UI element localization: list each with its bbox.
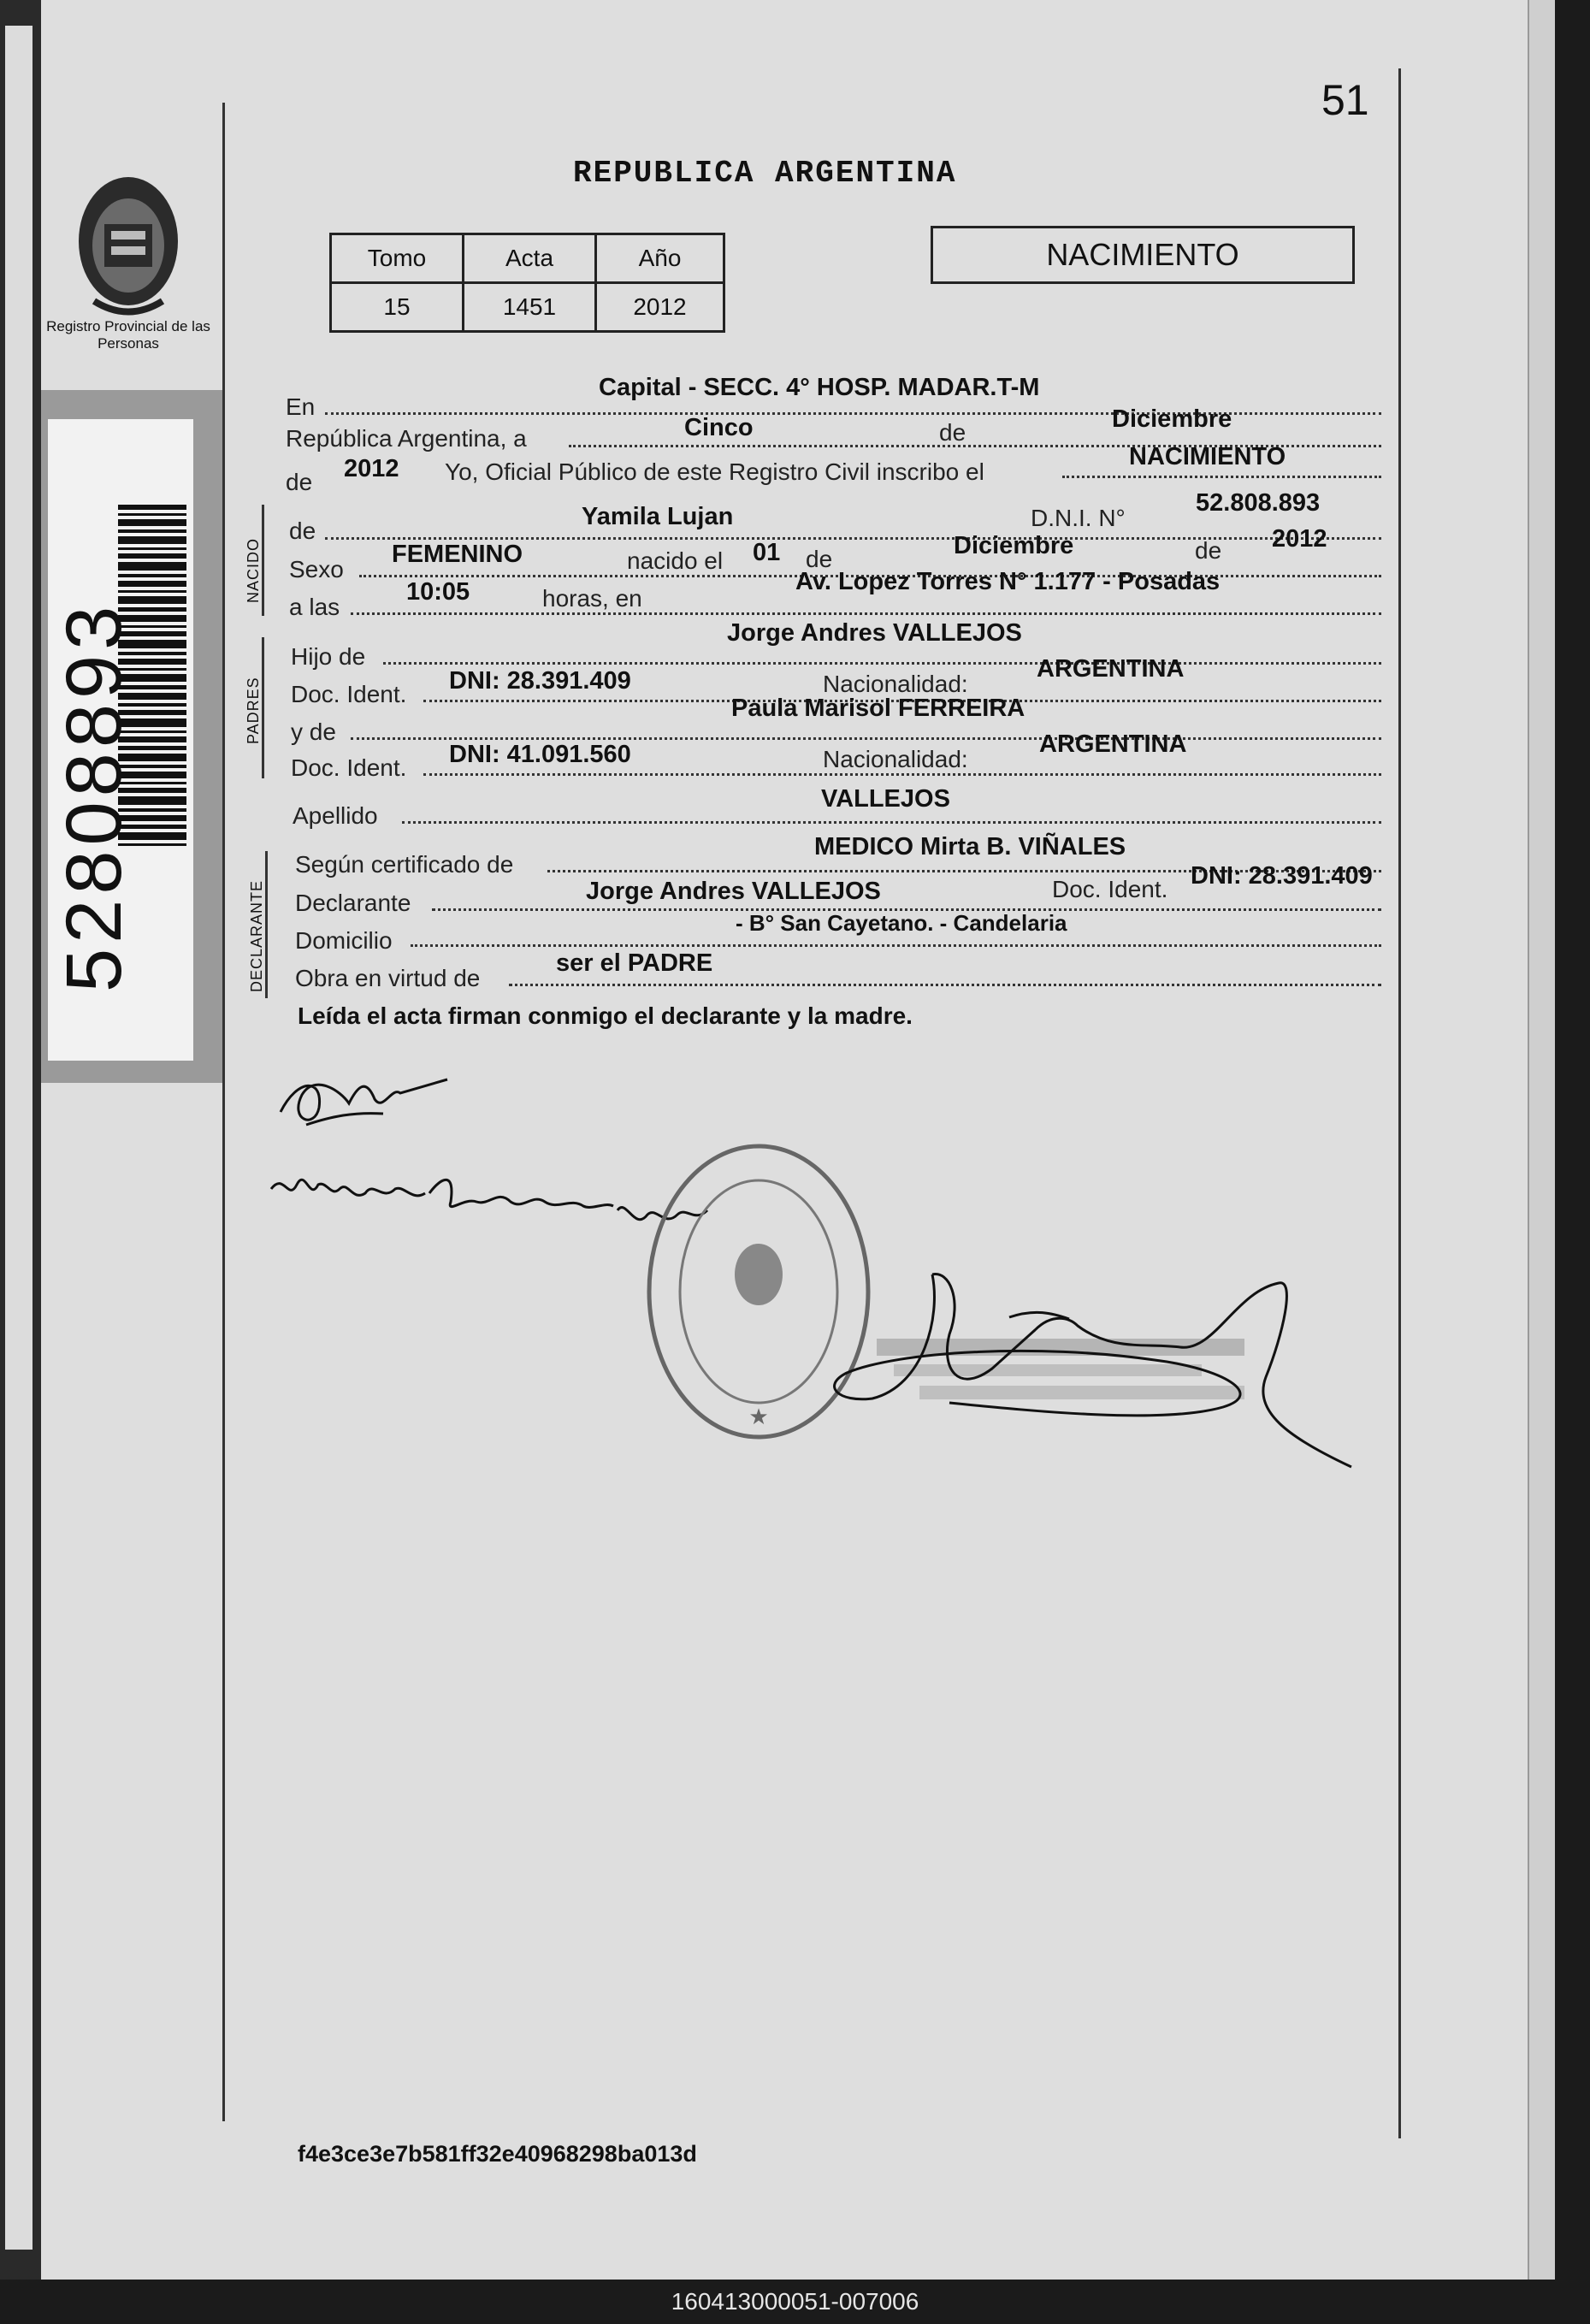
- svg-text:★: ★: [748, 1404, 769, 1429]
- padres-section-label: PADRES: [245, 677, 262, 744]
- cert-value: MEDICO Mirta B. VIÑALES: [814, 833, 1126, 860]
- year-value: 2012: [344, 455, 399, 482]
- child-dni: 52.808.893: [1196, 489, 1321, 517]
- mother-doc: DNI: 41.091.560: [449, 741, 631, 768]
- page-edge: [1528, 0, 1555, 2280]
- declarant-signature: [272, 1061, 452, 1138]
- birth-month: Diciembre: [954, 532, 1074, 559]
- domicilio-value: - B° San Cayetano. - Candelaria: [736, 910, 1067, 936]
- right-margin-line: [1398, 68, 1401, 2138]
- tomo-header: Tomo: [331, 234, 464, 283]
- day-value: Cinco: [684, 414, 754, 441]
- document-title: REPUBLICA ARGENTINA: [573, 156, 957, 191]
- birth-year: 2012: [1272, 525, 1327, 553]
- tomo-value: 15: [331, 283, 464, 332]
- y-de-label: y de: [291, 718, 336, 745]
- sexo-value: FEMENINO: [392, 541, 523, 568]
- nacido-section-label: NACIDO: [245, 537, 262, 603]
- hijo-de-label: Hijo de: [291, 643, 366, 670]
- declarante-name: Jorge Andres VALLEJOS: [586, 878, 881, 905]
- inscribe-value: NACIMIENTO: [1129, 443, 1286, 470]
- officer-signature: [821, 1266, 1360, 1480]
- republica-label: República Argentina, a: [286, 425, 527, 452]
- year-label: de: [286, 469, 313, 495]
- acta-header: Acta: [464, 234, 596, 283]
- birth-day: 01: [753, 539, 781, 566]
- domicilio-label: Domicilio: [295, 927, 393, 954]
- mother-doc-label: Doc. Ident.: [291, 754, 407, 781]
- father-nationality: ARGENTINA: [1037, 655, 1185, 683]
- record-table: [329, 233, 725, 333]
- de-label-2: de: [806, 546, 833, 572]
- document-hash: f4e3ce3e7b581ff32e40968298ba013d: [298, 2141, 697, 2167]
- father-nat-label: Nacionalidad:: [823, 671, 968, 697]
- de-label-3: de: [1195, 537, 1222, 564]
- declarante-section-label: DECLARANTE: [248, 879, 265, 992]
- officer-text: Yo, Oficial Público de este Registro Civil inscribo el: [445, 458, 984, 485]
- book-spine: [0, 0, 41, 2324]
- declarante-label: Declarante: [295, 890, 411, 916]
- mother-name: Paula Marisol FERREIRA: [731, 695, 1026, 722]
- page-number: 51: [1321, 76, 1369, 124]
- dni-label: D.N.I. N°: [1031, 505, 1126, 531]
- birth-time: 10:05: [406, 578, 470, 606]
- en-value: Capital - SECC. 4° HOSP. MADAR.T-M: [599, 374, 1040, 401]
- closing-text: Leída el acta firman conmigo el declarante y la madre.: [298, 1002, 913, 1029]
- obra-label: Obra en virtud de: [295, 965, 481, 991]
- month-value: Diciembre: [1112, 405, 1232, 433]
- decl-doc-label: Doc. Ident.: [1052, 876, 1168, 902]
- apellido-value: VALLEJOS: [821, 785, 950, 813]
- barcode-bars: [118, 505, 186, 979]
- father-doc: DNI: 28.391.409: [449, 667, 631, 695]
- acta-value: 1451: [464, 283, 596, 332]
- de-label: de: [939, 419, 966, 446]
- registro-provincial-label: Registro Provincial de las Personas: [46, 318, 210, 352]
- child-name: Yamila Lujan: [582, 503, 734, 530]
- left-margin-line: [222, 103, 225, 2121]
- father-doc-label: Doc. Ident.: [291, 681, 407, 707]
- apellido-label: Apellido: [293, 802, 378, 829]
- nacido-el-label: nacido el: [627, 547, 724, 574]
- birth-place: Av. Lopez Torres N° 1.177 - Posadas: [795, 568, 1221, 595]
- horas-label: horas, en: [542, 585, 642, 612]
- footer-id: 160413000051-007006: [0, 2280, 1590, 2324]
- en-label: En: [286, 393, 316, 420]
- a-las-label: a las: [289, 594, 340, 620]
- nacido-de-label: de: [289, 517, 316, 544]
- mother-nat-label: Nacionalidad:: [823, 746, 968, 772]
- cert-label: Según certificado de: [295, 851, 514, 878]
- obra-value: ser el PADRE: [556, 949, 713, 977]
- ano-header: Año: [596, 234, 724, 283]
- mother-nationality: ARGENTINA: [1039, 730, 1187, 758]
- barcode-number: 52808893: [50, 600, 138, 992]
- declarante-doc: DNI: 28.391.409: [1191, 862, 1373, 890]
- ano-value: 2012: [596, 283, 724, 332]
- record-type-box: NACIMIENTO: [931, 226, 1355, 284]
- father-name: Jorge Andres VALLEJOS: [727, 619, 1022, 647]
- sexo-label: Sexo: [289, 556, 344, 582]
